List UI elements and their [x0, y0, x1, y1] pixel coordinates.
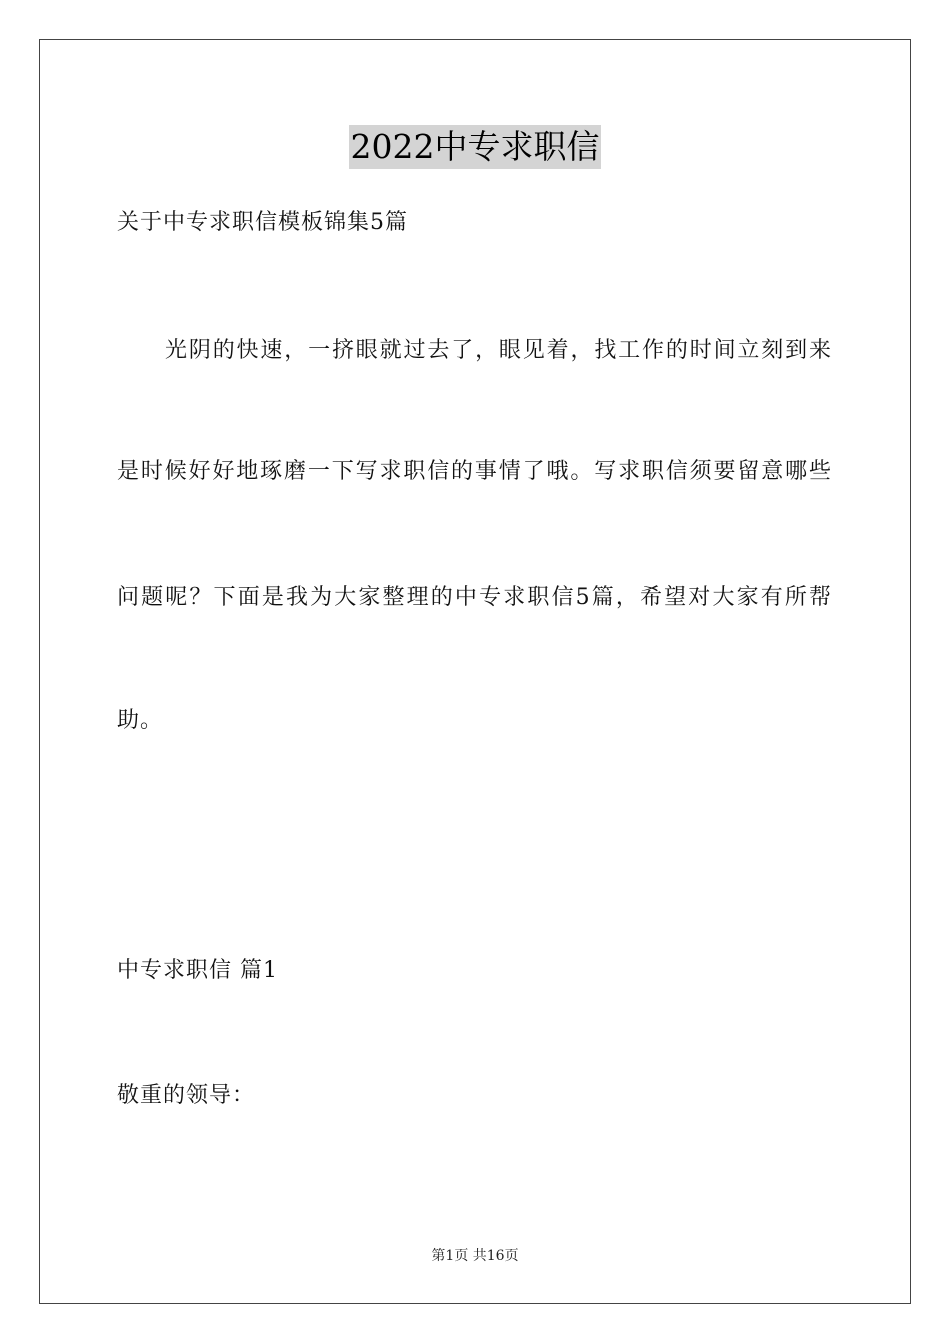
intro-line-1: 光阴的快速，一挤眼就过去了，眼见着，找工作的时间立刻到来	[165, 338, 831, 363]
intro-line-4: 助。	[117, 708, 164, 733]
document-subtitle: 关于中专求职信模板锦集5篇	[117, 210, 408, 235]
page-number-footer: 第1页 共16页	[431, 1248, 519, 1264]
section-heading: 中专求职信 篇1	[117, 958, 278, 983]
salutation: 敬重的领导：	[117, 1083, 256, 1108]
document-title: 2022中专求职信	[349, 125, 602, 169]
intro-line-3: 问题呢？下面是我为大家整理的中专求职信5篇，希望对大家有所帮	[117, 585, 831, 610]
intro-line-2: 是时候好好地琢磨一下写求职信的事情了哦。写求职信须要留意哪些	[117, 459, 831, 484]
title-container	[0, 125, 950, 169]
